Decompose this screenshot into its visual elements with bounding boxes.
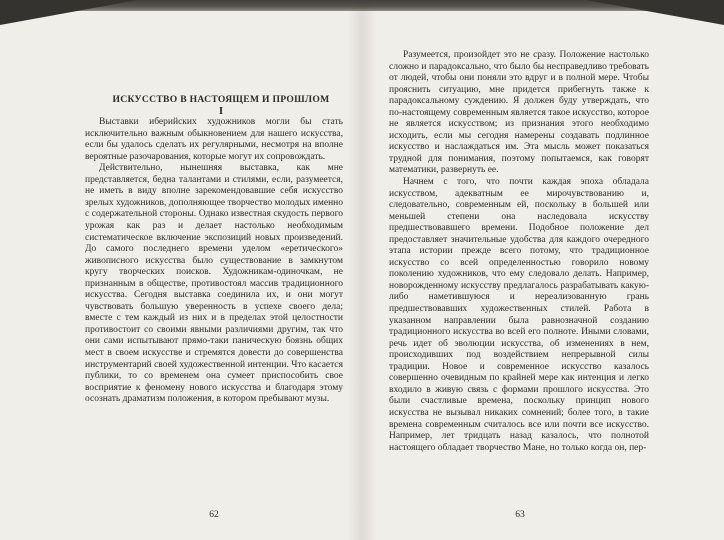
page-number: 62 xyxy=(209,510,219,520)
center-fold xyxy=(347,0,377,540)
right-page xyxy=(389,50,649,512)
page-number: 63 xyxy=(515,510,525,520)
paragraph: Начнем с того, что почти каждая эпоха обладала искусством, адекватным ее мирочувствованию и, следовательно, современным ей, поскольку в большей или меньшей степени она наследовала искусству предшествовавшего времени. Подобное положение дел предоставляет значительные удобства для каждого очередного этапа истории прежде всего потому, что традиционное искусство со всей определенностью говорило новому поколению художников, что ему следовало делать. Например, новорожденному искусству предлагалось разрабатывать какую-либо наметившуюся и нереализованную грань предшествовавших художественных стилей. Работа в указанном направлении была равнозначной созданию традиционного искусства во всей его полноте. Иными словами, речь идет об эволюции искусства, об изменениях в нем, происходивших под воздействием непрерывной силы традиции. Новое и современное искусство казалось совершенно очевидным по крайней мере как интенция и легко входило в живую связь с формами прошлого искусства. Это были счастливые времена, поскольку принцип нового искусства не вызывал никаких сомнений; более того, в такие времена современным считалось все или почти все искусство. Например, лет тридцать назад казалось, что полнотой настоящего обладает творчество Мане, но только когда он, пер- xyxy=(389,177,649,453)
paragraph: Действительно, нынешняя выставка, как мне представляется, бедна талантами и стилями, если, разумеется, не иметь в виду вполне зарекомендовавшие себя искусство зрелых художников, дополняющее творчество молодых именно с содержательной стороны. Однако известная скудость первого урожая как раз и делает настолько необходимым систематическое включение экспозиций новых произведений. До самого последнего времени уделом «еретического» живописного искусства было существование в замкнутом кругу творческих поисков. Художникам-одиночкам, не признанным в обществе, противостоял массив традиционного искусства. Сегодня выставка соединила их, и они могут чувствовать большую уверенность в успехе своего дела; вместе с тем каждый из них и в пределах этой целостности противостоит со своими явными различиями другим, так что они сами испытывают прямо-таки паническую боязнь общих мест в своем искусстве и стремятся довести до совершенства инструментарий своей художественной интенции. Что касается публики, то со временем она сумеет приспособить свое восприятие к феномену нового искусства и благодаря этому осознать драматизм положения, в котором пребывают музы. xyxy=(85,163,343,405)
scan-corner-right xyxy=(586,0,724,25)
left-page xyxy=(85,94,343,510)
section-number: I xyxy=(218,104,224,117)
paragraph: Выставки иберийских художников могли бы стать исключительно важным обыкновением для нашего искусства, если бы удалось сделать их регулярными, несмотря на вполне вероятные разочарования, которые могут их сопровождать. xyxy=(85,117,343,162)
paragraph: Разумеется, произойдет это не сразу. Положение настолько сложно и парадоксально, что было бы несправедливо требовать от людей, чтобы они поняли это вдруг и в полной мере. Чтобы прояснить ситуацию, мне придется прибегнуть также к парадоксальному суждению. Я должен буду утверждать, что по-настоящему современным является такое искусство, которое не является искусством; из признания этого необходимо исходить, если мы сегодня намерены создавать подлинное искусство и наслаждаться им. Эта мысль может показаться трудной для понимания, поэтому попытаемся, как говорят математики, развернуть ее. xyxy=(389,50,649,176)
chapter-title: ИСКУССТВО В НАСТОЯЩЕМ И ПРОШЛОМ xyxy=(112,94,330,105)
